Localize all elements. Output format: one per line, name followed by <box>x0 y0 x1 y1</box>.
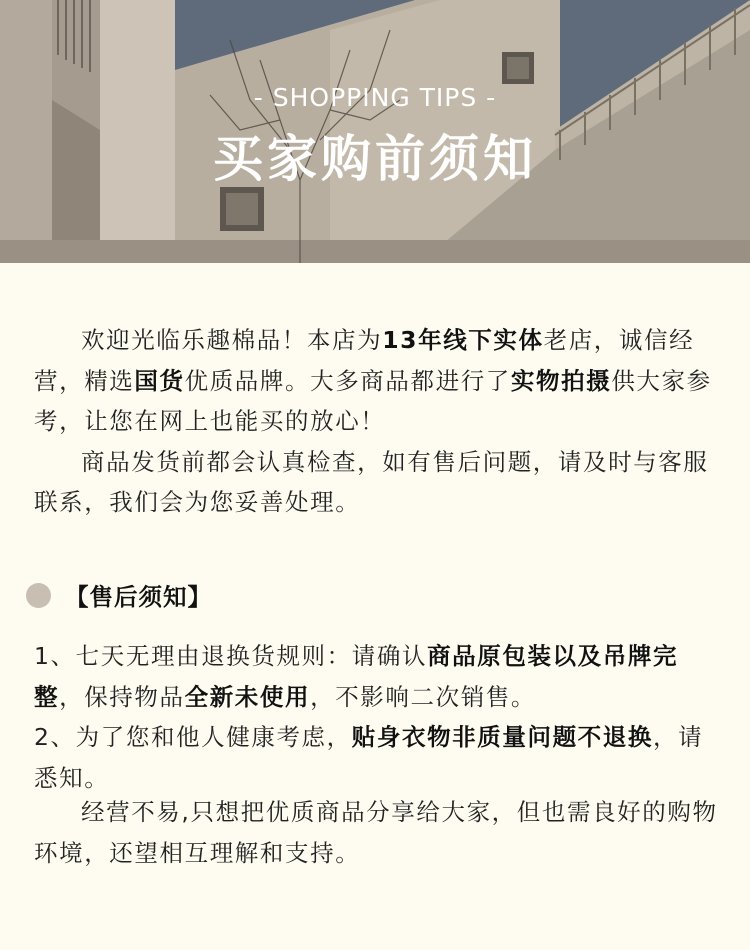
highlight-text: 商品原包装以及吊牌完整 <box>34 642 679 711</box>
rule-text: 2、为了您和他人健康考虑， <box>34 723 352 751</box>
intro-text: 欢迎光临乐趣棉品！本店为 <box>81 326 383 354</box>
highlight-text: 贴身衣物非质量问题不退换 <box>351 723 653 751</box>
rule-text: ，请悉知。 <box>34 723 704 792</box>
header-banner <box>0 0 750 263</box>
intro-text: 供大家参考，让您在网上也能买的放心！ <box>34 366 712 435</box>
highlight-text: 国货 <box>134 366 185 395</box>
closing-section <box>34 792 724 873</box>
banner-title: 买家购前须知 <box>213 130 537 188</box>
rule-text: ，不影响二次销售。 <box>310 682 537 711</box>
intro-text: 商品发货前都会认真检查，如有售后问题，请及时与客服联系，我们会为您妥善处理。 <box>34 447 709 516</box>
intro-text: 老店，诚信经营，精选 <box>34 326 695 395</box>
bullet-dot-icon <box>26 583 51 608</box>
after-sales-header <box>26 578 212 612</box>
highlight-text: 13年线下实体 <box>382 326 544 354</box>
intro-paragraph-1 <box>34 320 724 442</box>
rule-item-1 <box>34 636 724 717</box>
section-title: 【售后须知】 <box>65 583 212 611</box>
highlight-text: 实物拍摄 <box>510 366 612 395</box>
banner-subtitle: - SHOPPING TIPS - <box>253 83 497 112</box>
intro-paragraph-2 <box>34 442 724 523</box>
highlight-text: 全新未使用 <box>184 682 311 711</box>
intro-text: 优质品牌。大多商品都进行了 <box>184 366 511 395</box>
intro-section <box>34 320 724 523</box>
closing-paragraph <box>34 792 724 873</box>
rule-text: ，保持物品 <box>59 682 185 711</box>
after-sales-rules <box>34 636 724 798</box>
closing-text: 经营不易,只想把优质商品分享给大家，但也需良好的购物环境，还望相互理解和支持。 <box>34 798 718 867</box>
rule-text: 1、七天无理由退换货规则：请确认 <box>34 642 428 670</box>
rule-item-2 <box>34 717 724 798</box>
